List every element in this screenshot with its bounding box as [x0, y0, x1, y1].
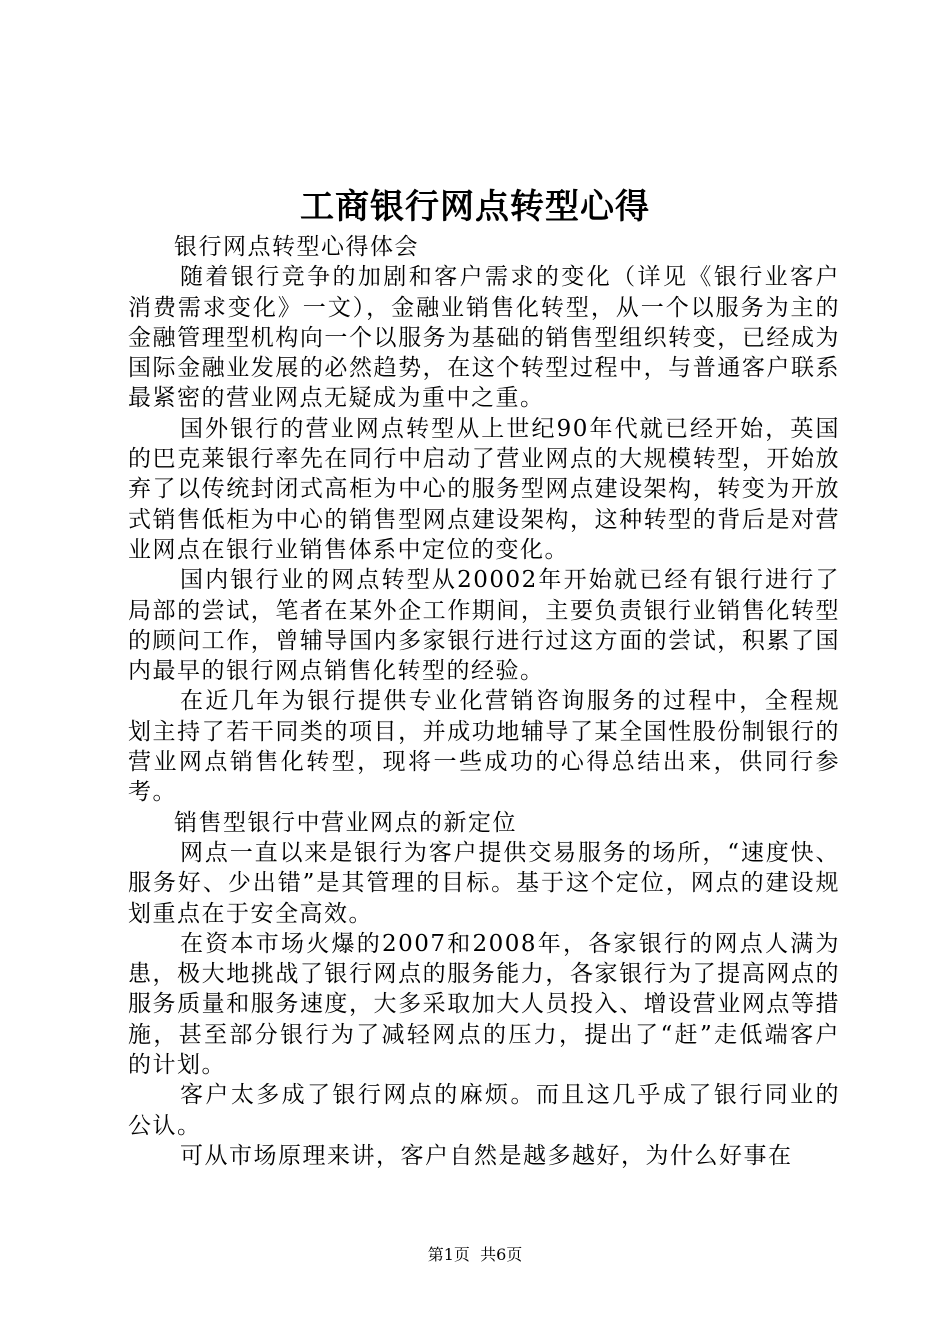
body-paragraph: 国外银行的营业网点转型从上世纪90年代就已经开始，英国的巴克莱银行率先在同行中启动了营业网点的大规模转型，开始放弃了以传统封闭式高柜为中心的服务型网点建设架构，转变为开放式销售低柜为中心的销售型网点建设架构，这种转型的背后是对营业网点在银行业销售体系中定位的变化。: [128, 415, 840, 563]
body-paragraph: 随着银行竞争的加剧和客户需求的变化（详见《银行业客户消费需求变化》一文），金融业销售化转型，从一个以服务为主的金融管理型机构向一个以服务为基础的销售型组织转变，已经成为国际金融业发展的必然趋势，在这个转型过程中，与普通客户联系最紧密的营业网点无疑成为重中之重。: [128, 264, 840, 412]
body-paragraph: 网点一直以来是银行为客户提供交易服务的场所，“速度快、服务好、少出错”是其管理的目标。基于这个定位，网点的建设规划重点在于安全高效。: [128, 839, 840, 927]
document-title: 工商银行网点转型心得: [300, 187, 650, 227]
body-paragraph: 客户太多成了银行网点的麻烦。而且这几乎成了银行同业的公认。: [128, 1082, 840, 1139]
body-paragraph: 在资本市场火爆的2007和2008年，各家银行的网点人满为患，极大地挑战了银行网点的服务能力，各家银行为了提高网点的服务质量和服务速度，大多采取加大人员投入、增设营业网点等措施，甚至部分银行为了减轻网点的压力，提出了“赶”走低端客户的计划。: [128, 930, 840, 1079]
body-paragraph: 国内银行业的网点转型从20002年开始就已经有银行进行了局部的尝试，笔者在某外企工作期间，主要负责银行业销售化转型的顾问工作，曾辅导国内多家银行进行过这方面的尝试，积累了国内最早的银行网点销售化转型的经验。: [128, 567, 840, 685]
section-heading: 银行网点转型心得体会: [174, 234, 419, 260]
document-body: [128, 232, 840, 1171]
page-footer: 第1页 共6页: [427, 1245, 523, 1264]
section-heading: 销售型银行中营业网点的新定位: [174, 809, 517, 836]
body-paragraph: 可从市场原理来讲，客户自然是越多越好，为什么好事在: [180, 1142, 793, 1169]
body-paragraph: 在近几年为银行提供专业化营销咨询服务的过程中，全程规划主持了若干同类的项目，并成功地辅导了某全国性股份制银行的营业网点销售化转型，现将一些成功的心得总结出来，供同行参考。: [128, 688, 840, 806]
